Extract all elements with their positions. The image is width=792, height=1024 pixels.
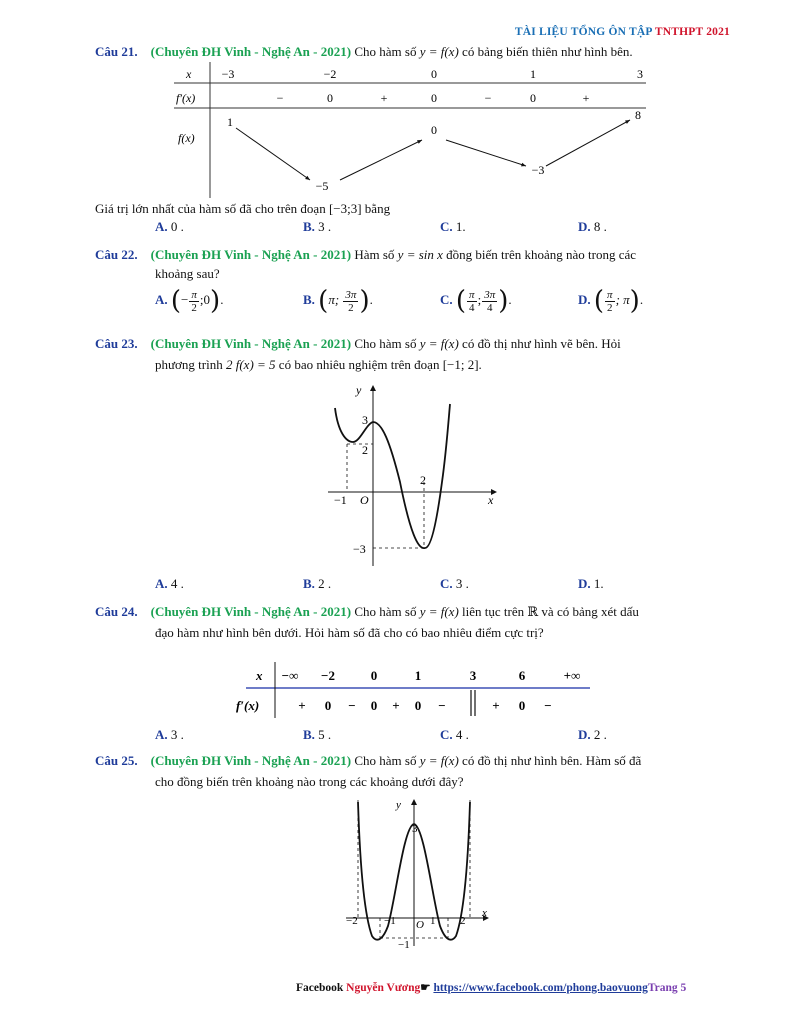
pointing-hand-icon: ☛ <box>420 982 431 994</box>
table-x-value: −∞ <box>281 668 299 683</box>
svg-text:−1: −1 <box>384 915 396 927</box>
option-value: 4 . <box>452 727 469 742</box>
table-sign: − <box>484 91 492 105</box>
q24-option-c[interactable] <box>440 727 469 743</box>
arrow-head-icon <box>305 176 310 180</box>
table-x-value: 3 <box>469 668 477 683</box>
svg-text:2: 2 <box>362 443 368 457</box>
svg-text:2: 2 <box>420 473 426 487</box>
table-x-value: 1 <box>414 668 422 683</box>
option-value: 0 . <box>167 219 184 234</box>
table-sign: 0 <box>530 91 536 105</box>
table-f-value: −5 <box>315 179 329 193</box>
table-sign: 0 <box>370 698 378 713</box>
q21-option-a[interactable] <box>155 219 184 235</box>
q22-option-b[interactable]: B. (π; $\frac{3\pi}{2}$ ). <box>303 286 373 316</box>
q24-stem-cont: đạo hàm như hình bên dưới. Hỏi hàm số đã cho có bao nhiêu điểm cực trị? <box>155 625 544 640</box>
option-key: B. <box>303 219 315 234</box>
option-value: 3 . <box>167 727 184 742</box>
facebook-link[interactable]: https://www.facebook.com/phong.baovuong <box>433 982 648 994</box>
q23-stem: Câu 23. (Chuyên ĐH Vinh - Nghệ An - 2021) Cho hàm số y = f(x) có đồ thị như hình vẽ bên. Hỏi <box>95 336 621 351</box>
table-sign: 0 <box>324 698 332 713</box>
svg-text:y: y <box>356 383 362 397</box>
q23-option-d[interactable] <box>578 576 604 592</box>
option-key: C. <box>440 576 453 591</box>
table-x-value: 3 <box>637 67 643 81</box>
q25-stem-cont: cho đồng biến trên khoảng nào trong các khoảng dưới đây? <box>155 774 464 789</box>
q22-option-d[interactable]: D. ( $\frac{\pi}{2}$ ; π). <box>578 286 644 316</box>
q22-stem: Câu 22. (Chuyên ĐH Vinh - Nghệ An - 2021) Hàm số y = sin x đồng biến trên khoảng nào trong các <box>95 247 637 262</box>
table-sign: − <box>438 698 446 713</box>
svg-text:3: 3 <box>412 823 418 835</box>
table-x-value: 1 <box>530 67 536 81</box>
q21-option-c[interactable] <box>440 219 466 235</box>
table-sign: + <box>392 698 400 713</box>
q21-option-b[interactable] <box>303 219 331 235</box>
option-key: D. <box>578 576 591 591</box>
table-sign: + <box>492 698 500 713</box>
q23-graph <box>320 382 500 568</box>
q24-option-d[interactable] <box>578 727 607 743</box>
option-value: 3 . <box>452 576 469 591</box>
svg-text:x: x <box>482 907 487 919</box>
table-x-value: −2 <box>321 668 335 683</box>
svg-text:2: 2 <box>460 915 466 927</box>
q22-option-a[interactable]: A. (− $\frac{\pi}{2}$ ;0). <box>155 286 224 316</box>
variation-arrow <box>446 140 526 166</box>
table-row-x-label: x <box>186 67 192 81</box>
table-f-value: 1 <box>227 115 233 129</box>
option-value: 4 . <box>167 576 184 591</box>
table-sign: + <box>298 698 306 713</box>
table-sign: 0 <box>327 91 333 105</box>
option-key: B. <box>303 576 315 591</box>
option-value: 2 . <box>314 576 332 591</box>
svg-text:−3: −3 <box>353 542 366 556</box>
svg-text:O: O <box>360 493 369 507</box>
option-key: A. <box>155 219 168 234</box>
q24-sign-table <box>228 660 594 720</box>
svg-text:−1: −1 <box>334 493 347 507</box>
page-header: TÀI LIỆU TỔNG ÔN TẬP TNTHPT 2021 <box>514 26 730 38</box>
option-value: 2 . <box>590 727 607 742</box>
table-f-value: −3 <box>531 163 545 177</box>
q24-stem: Câu 24. (Chuyên ĐH Vinh - Nghệ An - 2021) Cho hàm số y = f(x) liên tục trên ℝ và có bảng xét dấu <box>95 604 639 619</box>
option-value: 1. <box>590 576 604 591</box>
table-x-value: 0 <box>431 67 437 81</box>
table-sign: 0 <box>431 91 437 105</box>
svg-text:f′(x): f′(x) <box>236 698 260 713</box>
svg-text:O: O <box>416 919 424 931</box>
table-f-value: 8 <box>635 108 641 122</box>
table-sign: − <box>348 698 356 713</box>
svg-text:3: 3 <box>362 413 368 427</box>
option-value: 8 . <box>590 219 607 234</box>
table-row-f-label: f(x) <box>178 131 195 145</box>
q21-variation-table <box>170 62 650 200</box>
svg-text:x: x <box>256 668 263 683</box>
table-x-value: −2 <box>323 67 337 81</box>
option-value: 3 . <box>314 219 332 234</box>
option-key: D. <box>578 727 591 742</box>
q22-option-c[interactable]: C. ( $\frac{\pi}{4}$ ; $\frac{3\pi}{4}$ ). <box>440 286 512 316</box>
table-f-value: 0 <box>431 123 437 137</box>
function-curve <box>335 404 450 548</box>
table-x-value: −3 <box>221 67 235 81</box>
q25-graph <box>336 796 494 956</box>
page-footer: Facebook Nguyễn Vương☛ https://www.facebook.com/phong.baovuongTrang 5 <box>296 982 687 994</box>
q22-stem-cont: khoảng sau? <box>155 266 220 281</box>
table-row-fp-label: f′(x) <box>176 91 196 105</box>
option-value: 5 . <box>314 727 332 742</box>
table-sign: − <box>544 698 552 713</box>
q24-option-b[interactable] <box>303 727 331 743</box>
table-sign: 0 <box>518 698 526 713</box>
q23-stem-cont: phương trình 2 f(x) = 5 có bao nhiêu nghiệm trên đoạn [−1; 2]. <box>155 357 482 372</box>
q25-stem: Câu 25. (Chuyên ĐH Vinh - Nghệ An - 2021) Cho hàm số y = f(x) có đồ thị như hình bên. Hàm số đã <box>95 753 642 768</box>
variation-arrow <box>546 120 630 166</box>
q21-stem: Câu 21. (Chuyên ĐH Vinh - Nghệ An - 2021) Cho hàm số y = f(x) có bảng biến thiên như hình bên. <box>95 44 633 59</box>
table-sign: + <box>582 91 590 105</box>
option-key: C. <box>440 727 453 742</box>
option-key: C. <box>440 219 453 234</box>
variation-arrow <box>236 128 310 180</box>
q21-option-d[interactable] <box>578 219 607 235</box>
q23-option-b[interactable] <box>303 576 331 592</box>
variation-arrow <box>340 140 422 180</box>
svg-text:x: x <box>488 493 494 507</box>
q23-option-a[interactable] <box>155 576 184 592</box>
option-key: D. <box>578 219 591 234</box>
table-sign: 0 <box>414 698 422 713</box>
table-x-value: +∞ <box>563 668 581 683</box>
option-key: B. <box>303 727 315 742</box>
option-value: 1. <box>452 219 466 234</box>
q23-option-c[interactable] <box>440 576 469 592</box>
table-x-value: 0 <box>370 668 378 683</box>
option-key: A. <box>155 576 168 591</box>
arrow-head-icon <box>521 163 526 167</box>
svg-text:1: 1 <box>430 915 436 927</box>
svg-text:−2: −2 <box>346 915 358 927</box>
table-sign: + <box>380 91 388 105</box>
svg-text:−1: −1 <box>398 939 410 951</box>
table-sign: − <box>276 91 284 105</box>
svg-text:y: y <box>396 799 401 811</box>
table-x-value: 6 <box>518 668 526 683</box>
q21-question: Giá trị lớn nhất của hàm số đã cho trên đoạn [−3;3] bằng <box>95 201 391 216</box>
q24-option-a[interactable] <box>155 727 184 743</box>
option-key: A. <box>155 727 168 742</box>
